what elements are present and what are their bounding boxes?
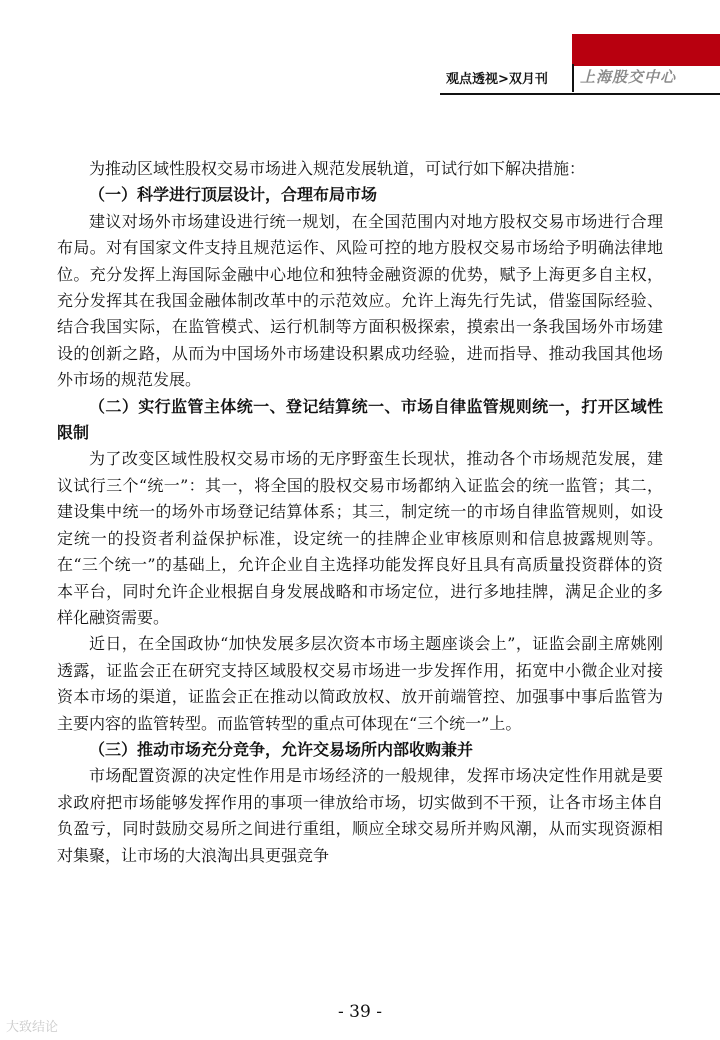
- section-heading-2: （二）实行监管主体统一、登记结算统一、市场自律监管规则统一，打开区域性限制: [57, 396, 663, 443]
- header-red-block: [572, 34, 720, 66]
- body-paragraph: 近日，在全国政协“加快发展多层次资本市场主题座谈会上”，证监会副主席姚刚透露，证监会正在研究支持区域股权交易市场进一步发挥作用，拓宽中小微企业对接资本市场的渠道，证监会正在推动以简政放权、放开前端管控、加强事中事后监管为主要内容的监管转型。而监管转型的重点可体现在“三个统一”上。: [57, 634, 663, 733]
- intro-paragraph: 为推动区域性股权交易市场进入规范发展轨道，可试行如下解决措施：: [89, 159, 586, 178]
- section-heading-3: （三）推动市场充分竞争，允许交易场所内部收购兼并: [89, 739, 474, 759]
- watermark: 大致结论: [6, 1020, 59, 1035]
- body-paragraph: 市场配置资源的决定性作用是市场经济的一般规律，发挥市场决定性作用就是要求政府把市场能够发挥作用的事项一律放给市场，切实做到不干预，让各市场主体自负盈亏，同时鼓励交易所之间进行重组，顺应全球交易所并购风潮，从而实现资源相对集聚，让市场的大浪淘出具更强竞争: [57, 766, 663, 865]
- page-number: - 39 -: [338, 1002, 382, 1022]
- article-body: [57, 156, 663, 869]
- header-rule: [440, 93, 720, 95]
- brand-logo-text: 上海股交中心: [580, 68, 677, 86]
- section-heading-1: （一）科学进行顶层设计，合理布局市场: [89, 185, 378, 205]
- column-label: 观点透视>双月刊: [446, 72, 548, 87]
- body-paragraph: 为了改变区域性股权交易市场的无序野蛮生长现状，推动各个市场规范发展，建议试行三个“统一”：其一，将全国的股权交易市场都纳入证监会的统一监管；其二，建设集中统一的场外市场登记结算体系；其三，制定统一的市场自律监管规则，如设定统一的投资者利益保护标准，设定统一的挂牌企业审核原则和信息披露规则等。 在“三个统一”的基础上，允许企业自主选择功能发挥良好且具有高质量投资群体的资本平台，同时允许企业根据自身发展战略和市场定位，进行多地挂牌，满足企业的多样化融资需要。: [57, 449, 663, 627]
- header-separator: [572, 64, 574, 92]
- body-paragraph: 建议对场外市场建设进行统一规划，在全国范围内对地方股权交易市场进行合理布局。对有国家文件支持且规范运作、风险可控的地方股权交易市场给予明确法律地位。充分发挥上海国际金融中心地位和独特金融资源的优势，赋予上海更多自主权，充分发挥其在我国金融体制改革中的示范效应。允许上海先行先试，借鉴国际经验、结合我国实际，在监管模式、运行机制等方面积极探索，摸索出一条我国场外市场建设的创新之路，从而为中国场外市场建设积累成功经验，进而指导、推动我国其他场外市场的规范发展。: [57, 211, 663, 390]
